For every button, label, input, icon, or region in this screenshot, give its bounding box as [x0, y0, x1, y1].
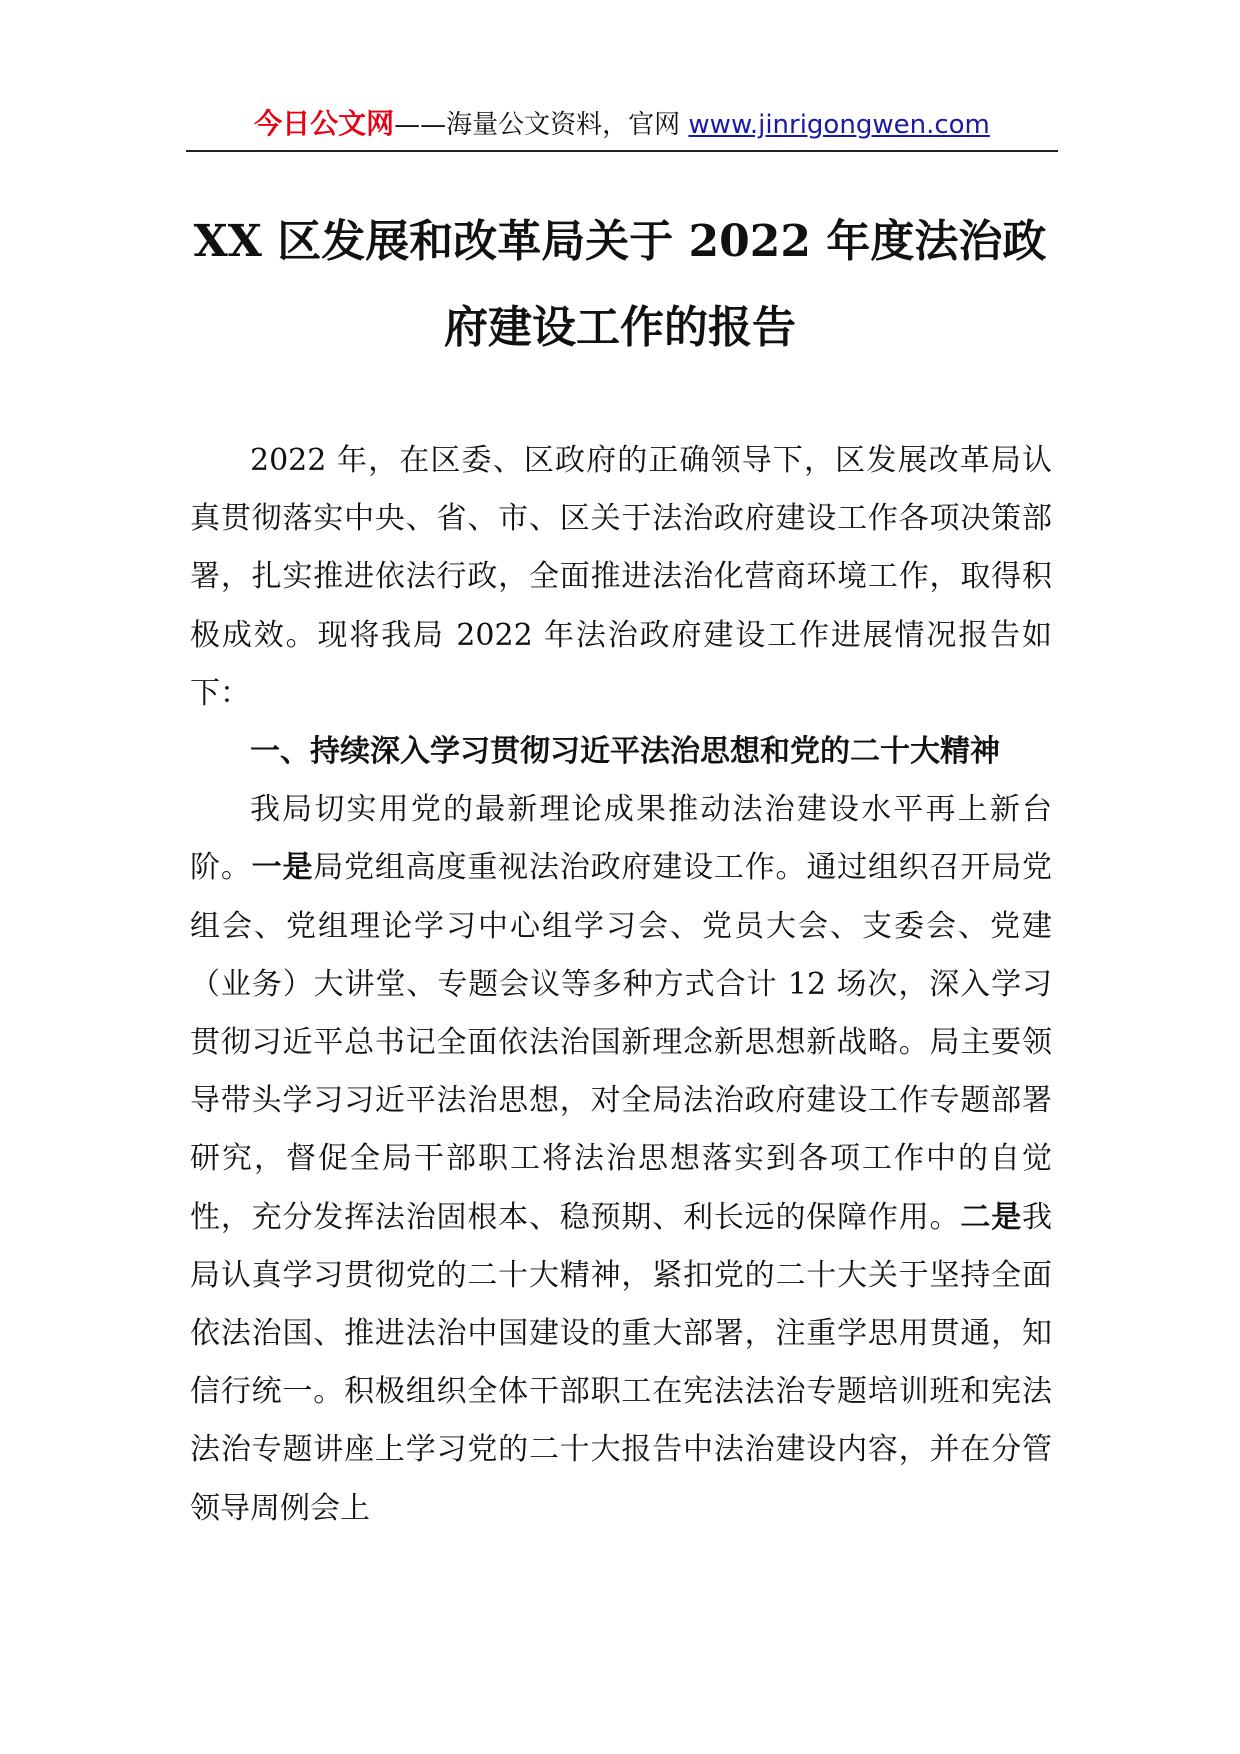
paragraph-lead: 我局切实用党的最新理论成果推动法治建设水平再上新台阶。 [190, 792, 1052, 886]
point-marker-1: 一是 [251, 850, 314, 886]
point-2-text: 我局认真学习贯彻党的二十大精神，紧扣党的二十大关于坚持全面依法治国、推进法治中国建设的重大部署，注重学思用贯通，知信行统一。积极组织全体干部职工在宪法法治专题培训班和宪法法治专题讲座上学习党的二十大报告中法治建设内容，并在分管领导周例会上 [190, 1199, 1053, 1526]
document-title-line2: 府建设工作的报告 [444, 302, 796, 353]
document-body [190, 432, 1052, 1538]
intro-paragraph: 2022 年，在区委、区政府的正确领导下，区发展改革局认真贯彻落实中央、省、市、区关于法治政府建设工作各项决策部署，扎实推进依法行政，全面推进法治化营商环境工作，取得积极成效。现将我局 2022 年法治政府建设工作进展情况报告如下： [190, 443, 1052, 711]
brand-name: 今日公文网 [254, 107, 395, 140]
header-tagline: ——海量公文资料，官网 [394, 110, 689, 140]
document-title-line1: XX 区发展和改革局关于 2022 年度法治政 [193, 216, 1047, 267]
site-url-link[interactable]: www.jinrigongwen.com [688, 110, 990, 140]
section-1-paragraph [190, 781, 1052, 1538]
point-1-text: 局党组高度重视法治政府建设工作。通过组织召开局党组会、党组理论学习中心组学习会、党员大会、支委会、党建（业务）大讲堂、专题会议等多种方式合计 12 场次，深入学习贯彻习近平总书记全面依法治国新理念新思想新战略。局主要领导带头学习习近平法治思想，对全局法治政府建设工作专题部署研究，督促全局干部职工将法治思想落实到各项工作中的自觉性，充分发挥法治固根本、稳预期、利长远的保障作用。 [190, 850, 1053, 1235]
point-marker-2: 二是 [960, 1199, 1023, 1235]
section-heading-1: 一、持续深入学习贯彻习近平法治思想和党的二十大精神 [250, 734, 1000, 770]
site-header [186, 104, 1058, 152]
